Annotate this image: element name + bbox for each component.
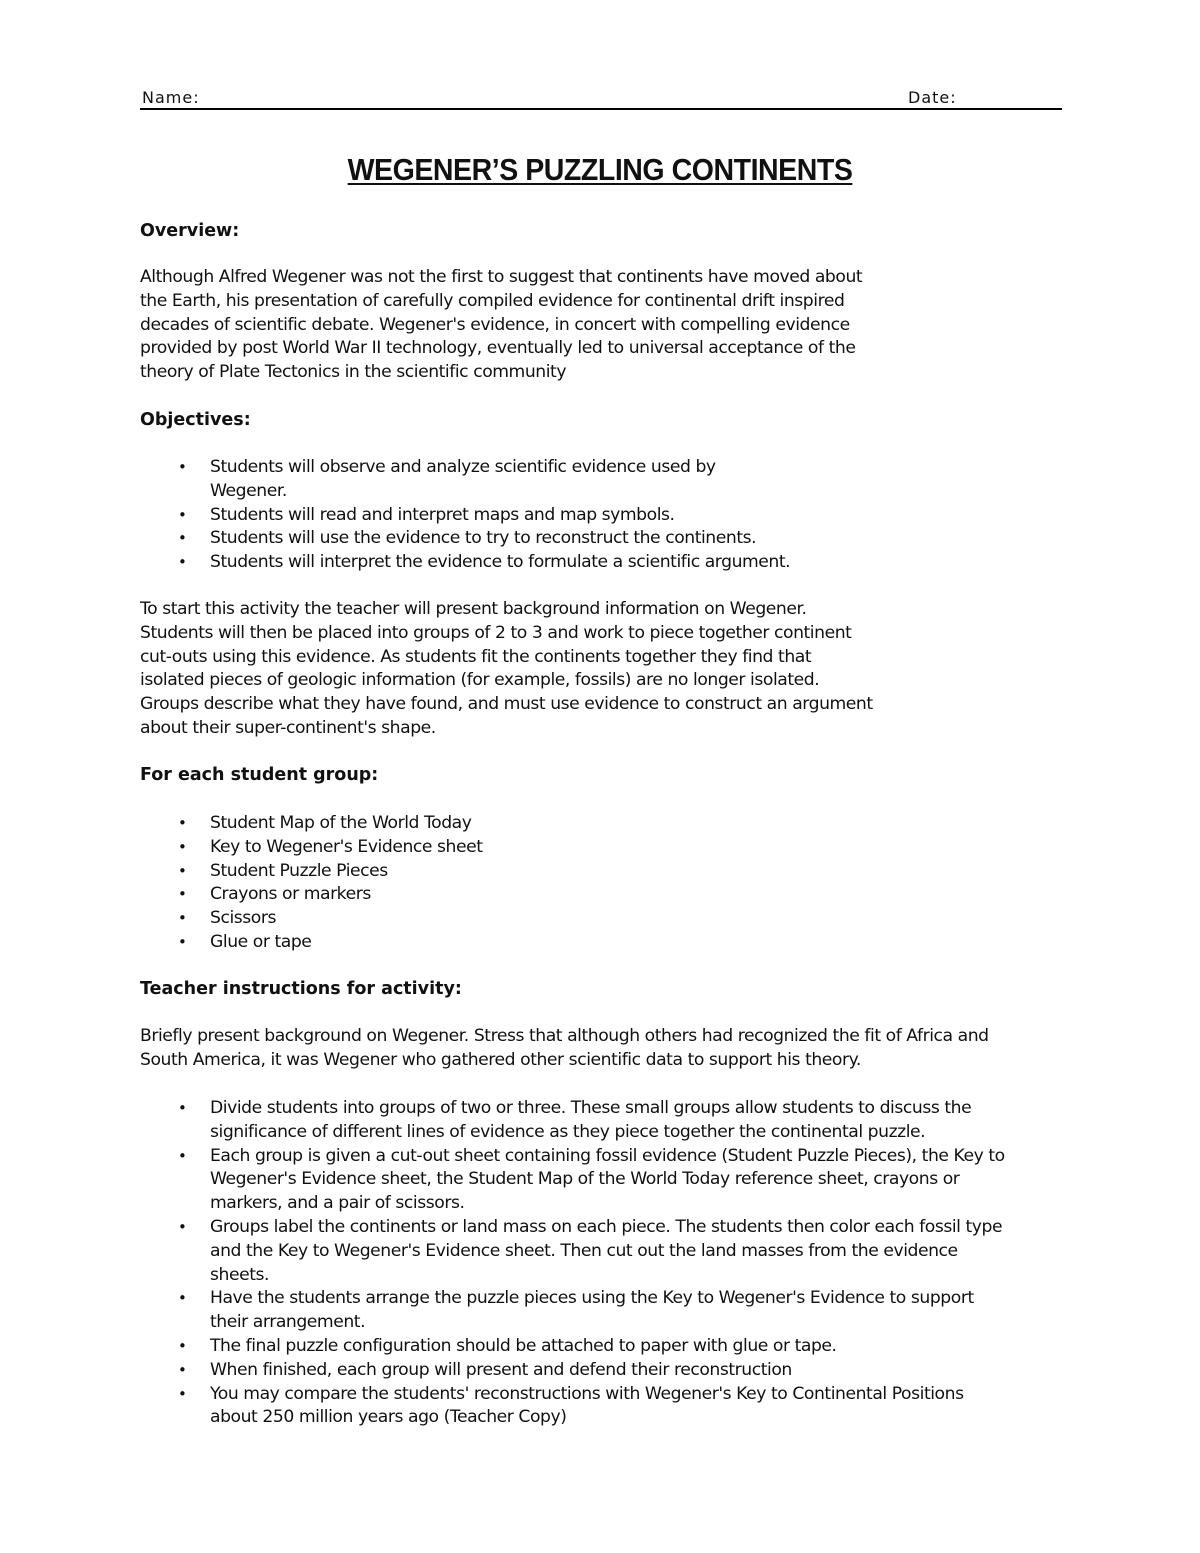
bullet-icon: •: [178, 1146, 187, 1165]
list-item: • Student Puzzle Pieces: [140, 860, 483, 884]
overview-line: decades of scientific debate. Wegener's evidence, in concert with compelling evidence: [140, 314, 850, 335]
materials-heading: For each student group:: [140, 765, 379, 785]
overview-paragraph: [140, 266, 862, 385]
name-label: Name:: [142, 88, 200, 107]
list-item: • Student Map of the World Today: [140, 812, 483, 836]
objectives-list: [140, 456, 790, 575]
activity-line: about their super-continent's shape.: [140, 717, 436, 738]
bullet-icon: •: [178, 909, 187, 928]
bullet-icon: •: [178, 861, 187, 880]
list-item: • Glue or tape: [140, 931, 483, 955]
bullet-icon: •: [178, 553, 187, 572]
list-item: • The final puzzle configuration should be attached to paper with glue or tape.: [140, 1335, 1005, 1359]
list-item: • You may compare the students' reconstructions with Wegener's Key to Continental Positions about 250 million years ago (Teacher Copy): [178, 1383, 964, 1428]
list-item: • Scissors: [140, 907, 483, 931]
bullet-icon: •: [178, 932, 187, 951]
activity-line: Groups describe what they have found, and must use evidence to construct an argument: [140, 694, 873, 715]
instructions-intro-paragraph: [140, 1025, 989, 1073]
instructions-intro-line: Briefly present background on Wegener. Stress that although others had recognized the fit of Africa and: [140, 1026, 989, 1046]
bullet-icon: •: [178, 529, 187, 548]
bullet-icon: •: [178, 1384, 187, 1403]
bullet-icon: •: [178, 837, 187, 856]
list-item: • Students will interpret the evidence to formulate a scientific argument.: [140, 551, 790, 575]
bullet-icon: •: [178, 1289, 187, 1308]
activity-line: cut-outs using this evidence. As students fit the continents together they find that: [140, 646, 812, 667]
list-item: • Groups label the continents or land mass on each piece. The students then color each fossil type and the Key to Wegener's Evidence sheet. Then cut out the land masses from the evidence sheets.: [178, 1216, 1003, 1285]
bullet-icon: •: [178, 505, 187, 524]
activity-line: isolated pieces of geologic information (for example, fossils) are no longer isolated.: [140, 670, 820, 691]
bullet-icon: •: [178, 1336, 187, 1355]
list-item: • Key to Wegener's Evidence sheet: [140, 836, 483, 860]
name-date-line: [140, 88, 1062, 110]
overview-heading: Overview:: [140, 221, 240, 241]
overview-line: Although Alfred Wegener was not the first to suggest that continents have moved about: [140, 267, 863, 287]
overview-line: provided by post World War II technology, eventually led to universal acceptance of the: [140, 338, 856, 359]
list-item: • Crayons or markers: [140, 883, 483, 907]
page-title-text: WEGENER’S PUZZLING CONTINENTS: [347, 152, 853, 187]
overview-line: the Earth, his presentation of carefully compiled evidence for continental drift inspired: [140, 290, 845, 311]
instructions-intro-line: South America, it was Wegener who gathered other scientific data to support his theory.: [140, 1049, 861, 1070]
list-item: • Divide students into groups of two or three. These small groups allow students to discuss the significance of different lines of evidence as they piece together the continental puzzle.: [178, 1098, 972, 1142]
bullet-icon: •: [178, 1360, 187, 1379]
list-item: • Each group is given a cut-out sheet containing fossil evidence (Student Puzzle Pieces), the Key to Wegener's Evidence sheet, the Student Map of the World Today reference sheet, crayons or markers, and a pair of scissors.: [178, 1145, 1005, 1214]
list-item: • Students will read and interpret maps and map symbols.: [140, 504, 790, 528]
bullet-icon: •: [178, 1217, 187, 1236]
materials-list: [140, 812, 483, 955]
list-item: • Students will use the evidence to try to reconstruct the continents.: [140, 527, 790, 551]
instructions-list: [140, 1097, 1005, 1430]
activity-intro-paragraph: [140, 598, 873, 741]
objectives-heading: Objectives:: [140, 410, 251, 430]
activity-line: To start this activity the teacher will present background information on Wegener.: [140, 599, 807, 619]
list-item: • Students will observe and analyze scientific evidence used by Wegener.: [178, 457, 716, 501]
instructions-heading: Teacher instructions for activity:: [140, 979, 462, 999]
page-title: [48, 152, 1152, 188]
bullet-icon: •: [178, 458, 187, 476]
overview-line: theory of Plate Tectonics in the scientific community: [140, 362, 567, 383]
list-item: • Have the students arrange the puzzle pieces using the Key to Wegener's Evidence to support their arrangement.: [178, 1288, 974, 1333]
list-item: • When finished, each group will present and defend their reconstruction: [140, 1359, 1005, 1383]
bullet-icon: •: [178, 885, 187, 904]
bullet-icon: •: [178, 1099, 187, 1117]
date-label: Date:: [908, 88, 957, 107]
bullet-icon: •: [178, 814, 187, 832]
activity-line: Students will then be placed into groups of 2 to 3 and work to piece together continent: [140, 622, 852, 643]
